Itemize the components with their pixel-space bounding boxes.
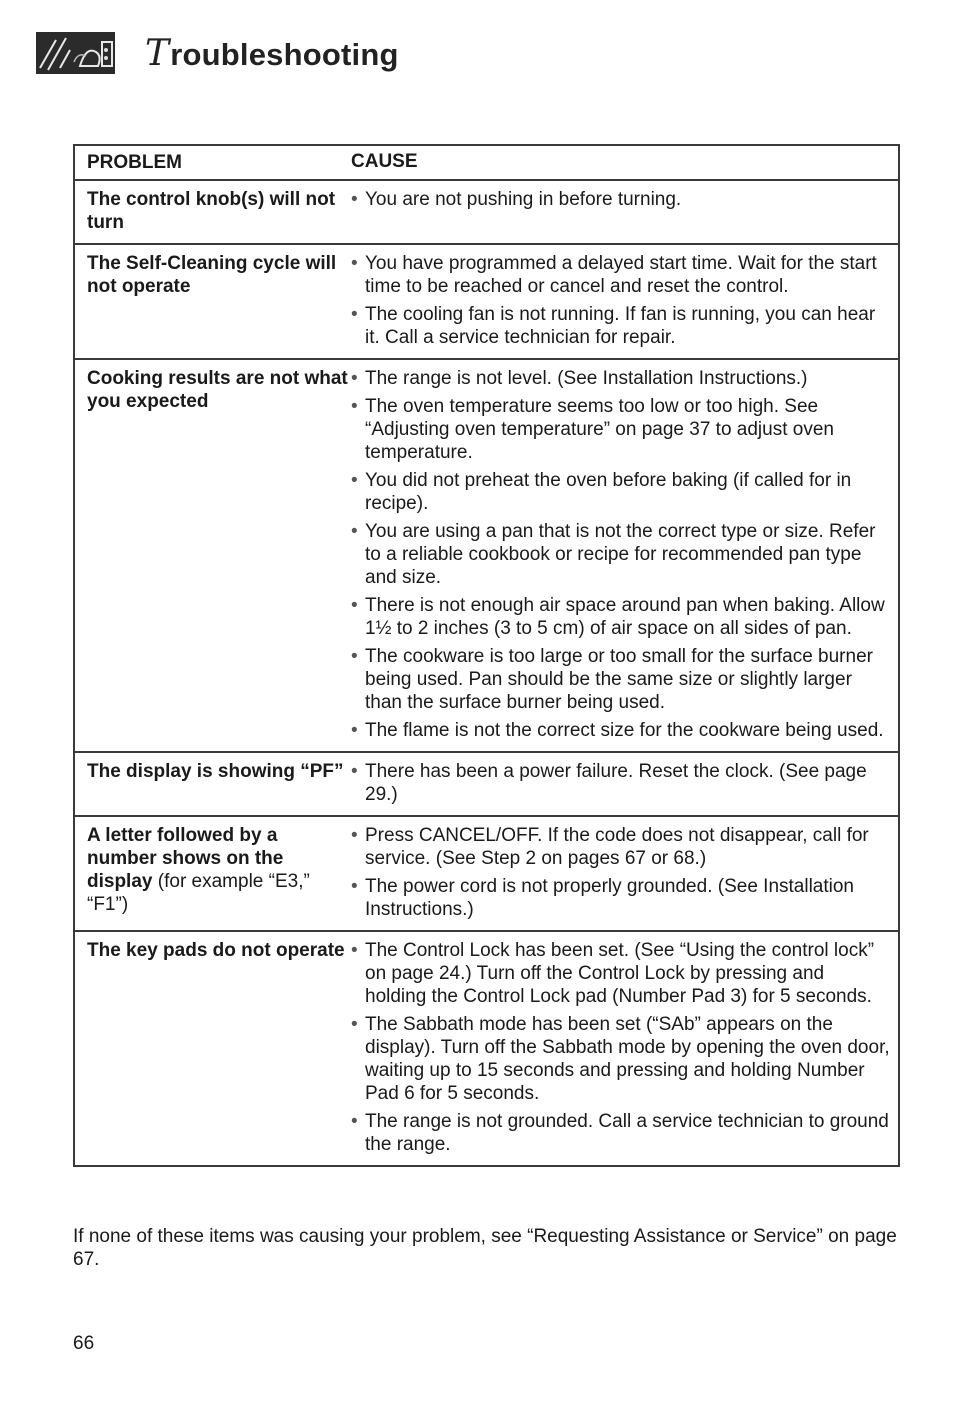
- problem-cell: [75, 939, 351, 1156]
- problem-cell: [75, 760, 351, 806]
- cause-bullet: • You are using a pan that is not the correct type or size. Refer to a reliable cookbook or recipe for recommended pan type and size.: [351, 520, 890, 589]
- cause-bullet: • The cookware is too large or too small for the surface burner being used. Pan should be the same size or slightly larger than the surface burner being used.: [351, 645, 890, 714]
- cause-cell: [351, 824, 898, 921]
- cause-bullet: • There has been a power failure. Reset the clock. (See page 29.): [351, 760, 890, 806]
- problem-cell: [75, 824, 351, 921]
- troubleshooting-table: [73, 144, 900, 1167]
- cause-bullet: • You have programmed a delayed start time. Wait for the start time to be reached or cancel and reset the control.: [351, 252, 890, 298]
- problem-text: The display is showing “PF”: [87, 761, 344, 782]
- cause-cell: [351, 367, 898, 742]
- problem-text: Cooking results are not what you expected: [87, 368, 348, 412]
- problem-text: The key pads do not operate: [87, 940, 345, 961]
- cause-column-header: CAUSE: [351, 151, 418, 172]
- cause-bullet: • The flame is not the correct size for the cookware being used.: [351, 719, 890, 742]
- problem-cell: [75, 252, 351, 349]
- table-row: [75, 179, 898, 243]
- table-row: [75, 358, 898, 751]
- table-header-row: [75, 146, 898, 179]
- cause-bullet: • The power cord is not properly grounded. (See Installation Instructions.): [351, 875, 890, 921]
- brand-logo: [36, 32, 115, 74]
- problem-text: The Self-Cleaning cycle will not operate: [87, 253, 337, 297]
- problem-extra-text: (for example “E3,” “F1”): [87, 871, 310, 915]
- page-header: [36, 28, 399, 78]
- table-row: [75, 243, 898, 358]
- cause-cell: [351, 188, 898, 234]
- cause-cell: [351, 252, 898, 349]
- problem-cell: [75, 188, 351, 234]
- title-initial: T: [145, 32, 170, 74]
- cause-bullet: • You are not pushing in before turning.: [351, 188, 890, 211]
- page-title: [145, 33, 399, 74]
- cause-cell: [351, 939, 898, 1156]
- page-number: 66: [73, 1333, 95, 1354]
- cause-bullet: • The Control Lock has been set. (See “Using the control lock” on page 24.) Turn off the Control Lock by pressing and holding the Control Lock pad (Number Pad 3) for 5 seconds.: [351, 939, 890, 1008]
- table-row: [75, 751, 898, 815]
- title-rest: roubleshooting: [170, 36, 399, 72]
- cause-bullet: • Press CANCEL/OFF. If the code does not disappear, call for service. (See Step 2 on pages 67 or 68.): [351, 824, 890, 870]
- cause-bullet: • The Sabbath mode has been set (“SAb” appears on the display). Turn off the Sabbath mode by opening the oven door, waiting up to 15 seconds and pressing and holding Number Pad 6 for 5 seconds.: [351, 1013, 890, 1105]
- table-row: [75, 930, 898, 1165]
- footer-note: If none of these items was causing your problem, see “Requesting Assistance or Service” on page 67.: [73, 1226, 897, 1270]
- problem-column-header: PROBLEM: [87, 152, 182, 173]
- problem-text: A letter followed by a number shows on the display: [87, 825, 284, 892]
- cause-bullet: • The cooling fan is not running. If fan is running, you can hear it. Call a service technician for repair.: [351, 303, 890, 349]
- table-row: [75, 815, 898, 930]
- cause-bullet: • The range is not grounded. Call a service technician to ground the range.: [351, 1110, 890, 1156]
- problem-text: The control knob(s) will not turn: [87, 189, 336, 233]
- cause-bullet: • The range is not level. (See Installation Instructions.): [351, 367, 890, 390]
- cause-bullet: • You did not preheat the oven before baking (if called for in recipe).: [351, 469, 890, 515]
- problem-cell: [75, 367, 351, 742]
- cause-bullet: • There is not enough air space around pan when baking. Allow 1½ to 2 inches (3 to 5 cm) of air space on all sides of pan.: [351, 594, 890, 640]
- cause-bullet: • The oven temperature seems too low or too high. See “Adjusting oven temperature” on page 37 to adjust oven temperature.: [351, 395, 890, 464]
- cause-cell: [351, 760, 898, 806]
